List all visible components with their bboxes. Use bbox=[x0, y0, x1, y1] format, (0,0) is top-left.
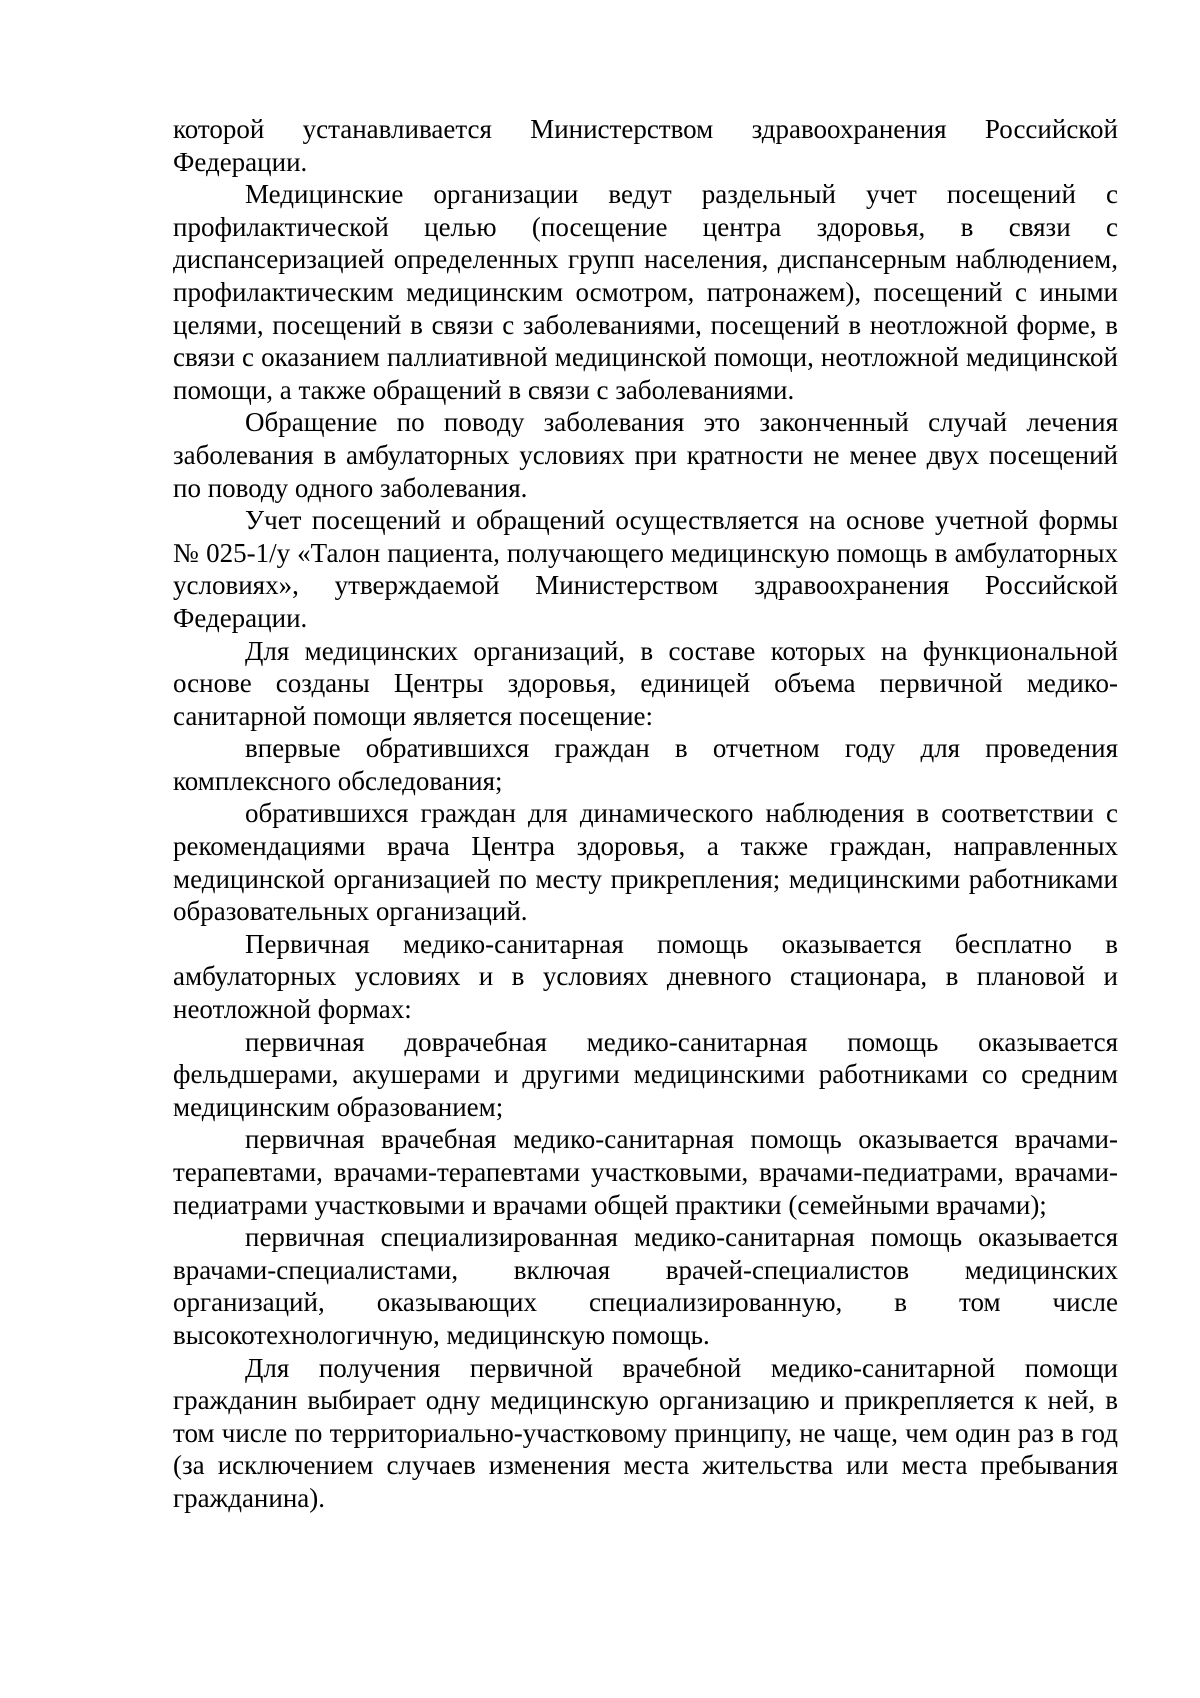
paragraph-doctor-care: первичная врачебная медико-санитарная помощь оказывается врачами-терапевтами, врачами-терапевтами участковыми, врачами-педиатрами, врачами-педиатрами участковыми и врачами общей практики (семейными врачами); bbox=[173, 1124, 1118, 1220]
paragraph-choice-of-organization: Для получения первичной врачебной медико-санитарной помощи гражданин выбирает одну медицинскую организацию и прикрепляется к ней, в том числе по территориально-участковому принципу, не чаще, чем один раз в год (за исключением случаев изменения места жительства или места пребывания гражданина). bbox=[173, 1352, 1118, 1513]
paragraph-specialized-care: первичная специализированная медико-санитарная помощь оказывается врачами-специалистами, включая врачей-специалистов медицинских организаций, оказывающих специализированную, в том числе высокотехнологичную, медицинскую помощь. bbox=[173, 1222, 1118, 1350]
paragraph-appeal-definition: Обращение по поводу заболевания это законченный случай лечения заболевания в амбулаторных условиях при кратности не менее двух посещений по поводу одного заболевания. bbox=[173, 407, 1118, 503]
document-page bbox=[173, 113, 1118, 1515]
paragraph-free-care: Первичная медико-санитарная помощь оказывается бесплатно в амбулаторных условиях и в условиях дневного стационара, в плановой и неотложной формах: bbox=[173, 928, 1118, 1025]
paragraph-first-visit: впервые обратившихся граждан в отчетном году для проведения комплексного обследования; bbox=[173, 733, 1118, 796]
paragraph-accounting-form: Учет посещений и обращений осуществляется на основе учетной формы № 025-1/у «Талон пациента, получающего медицинскую помощь в амбулаторных условиях», утверждаемой Министерством здравоохранения Российской Федерации. bbox=[173, 505, 1118, 633]
paragraph-separate-accounting: Медицинские организации ведут раздельный учет посещений с профилактической целью (посещение центра здоровья, в связи с диспансеризацией определенных групп населения, диспансерным наблюдением, профилактическим медицинским осмотром, патронажем), посещений с иными целями, посещений в связи с заболеваниями, посещений в неотложной форме, в связи с оказанием паллиативной медицинской помощи, неотложной медицинской помощи, а также обращений в связи с заболеваниями. bbox=[173, 179, 1118, 405]
paragraph-pre-doctor-care: первичная доврачебная медико-санитарная помощь оказывается фельдшерами, акушерами и другими медицинскими работниками со средним медицинским образованием; bbox=[173, 1026, 1118, 1122]
paragraph-dynamic-observation: обратившихся граждан для динамического наблюдения в соответствии с рекомендациями врача Центра здоровья, а также граждан, направленных медицинской организацией по месту прикрепления; медицинскими работниками образовательных организаций. bbox=[173, 798, 1118, 927]
paragraph-continuation: которой устанавливается Министерством здравоохранения Российской Федерации. bbox=[173, 114, 1118, 177]
paragraph-health-centers: Для медицинских организаций, в составе которых на функциональной основе созданы Центры здоровья, единицей объема первичной медико-санитарной помощи является посещение: bbox=[173, 635, 1118, 731]
